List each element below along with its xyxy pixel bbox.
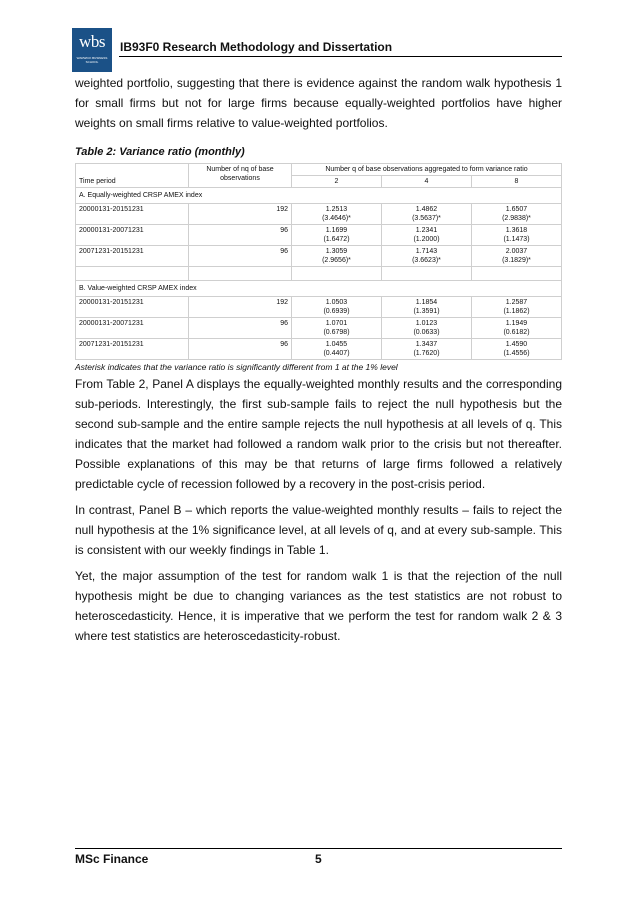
stat: (1.7620) [413, 350, 440, 357]
stat: (3.1829)* [502, 257, 531, 264]
stat: (0.6798) [323, 329, 350, 336]
col-q-group: Number q of base observations aggregated to form variance ratio [292, 164, 562, 176]
stat: (0.6182) [503, 329, 530, 336]
table-row [76, 318, 562, 339]
row-nq: 96 [189, 339, 292, 360]
body-paragraph-1: From Table 2, Panel A displays the equally-weighted monthly results and the corresponding sub-periods. Interestingly, the first sub-sample fails to reject the null hypothesis but the second sub-sample and the entire sample rejects the null hypothesis at all levels of q. This indicates that the market had followed a random walk prior to the crisis but not thereafter. Possible explanations of this may be that returns of large firms followed a relatively predictable cycle of recession followed by a recovery in the post-crisis period. [75, 377, 562, 491]
stat: (3.5637)* [412, 215, 441, 222]
ratio: 1.0701 [325, 320, 348, 327]
ratio: 1.3437 [415, 341, 438, 348]
stat: (1.6472) [323, 236, 350, 243]
body-paragraph-3: Yet, the major assumption of the test for random walk 1 is that the rejection of the null hypothesis might be due to changing variances as the test statistics are not robust to heteroscedasticity. Hence, it is imperative that we perform the test for random walk 2 & 3 where test statistics are heteroscedasticity-robust. [75, 569, 562, 643]
ratio: 1.4862 [415, 206, 438, 213]
cell-q4 [382, 339, 472, 360]
cell-q4 [382, 246, 472, 267]
ratio: 1.1699 [325, 227, 348, 234]
ratio: 1.3059 [325, 248, 348, 255]
spacer-row [76, 267, 562, 281]
stat: (1.1473) [503, 236, 530, 243]
stat: (1.1862) [503, 308, 530, 315]
header-title: IB93F0 Research Methodology and Dissertation [120, 40, 393, 54]
ratio: 1.1854 [415, 299, 438, 306]
table-row [76, 297, 562, 318]
row-nq: 192 [189, 204, 292, 225]
cell-q8 [472, 225, 562, 246]
ratio: 2.0037 [505, 248, 528, 255]
ratio: 1.0503 [325, 299, 348, 306]
col-time-period: Time period [76, 164, 189, 188]
page-content [75, 73, 562, 646]
ratio: 1.0455 [325, 341, 348, 348]
stat: (0.6939) [323, 308, 350, 315]
cell-q8 [472, 246, 562, 267]
row-period: 20000131-20071231 [76, 318, 189, 339]
stat: (1.2000) [413, 236, 440, 243]
stat: (0.4407) [323, 350, 350, 357]
ratio: 1.2587 [505, 299, 528, 306]
ratio: 1.0123 [415, 320, 438, 327]
logo-text: wbs [79, 32, 105, 51]
q-value-8: 8 [472, 176, 562, 188]
ratio: 1.2341 [415, 227, 438, 234]
footer-program: MSc Finance [75, 852, 149, 866]
panel-a-title-row [76, 188, 562, 204]
ratio: 1.2513 [325, 206, 348, 213]
cell-q2 [292, 225, 382, 246]
stat: (2.9838)* [502, 215, 531, 222]
ratio: 1.6507 [505, 206, 528, 213]
cell-q2 [292, 339, 382, 360]
stat: (1.3591) [413, 308, 440, 315]
stat: (0.0633) [413, 329, 440, 336]
stat: (2.9656)* [322, 257, 351, 264]
q-value-4: 4 [382, 176, 472, 188]
body-paragraph-2: In contrast, Panel B – which reports the value-weighted monthly results – fails to reject the null hypothesis at the 1% significance level, at all levels of q, and at every sub-sample. This is consistent with our weekly findings in Table 1. [75, 503, 562, 557]
cell-q2 [292, 318, 382, 339]
q-value-2: 2 [292, 176, 382, 188]
col-nq: Number of nq of base observations [189, 164, 292, 188]
variance-ratio-table [75, 163, 562, 360]
cell-q4 [382, 204, 472, 225]
row-nq: 96 [189, 318, 292, 339]
stat: (3.6623)* [412, 257, 441, 264]
panel-b-title-row [76, 281, 562, 297]
cell-q2 [292, 297, 382, 318]
intro-paragraph: weighted portfolio, suggesting that there is evidence against the random walk hypothesis 1 for small firms but not for large firms because equally-weighted portfolios have higher weights on small firms relative to value-weighted portfolios. [75, 76, 562, 130]
row-nq: 192 [189, 297, 292, 318]
cell-q4 [382, 297, 472, 318]
table-caption: Table 2: Variance ratio (monthly) [75, 146, 245, 158]
row-period: 20000131-20071231 [76, 225, 189, 246]
cell-q8 [472, 204, 562, 225]
stat: (3.4646)* [322, 215, 351, 222]
table-row [76, 225, 562, 246]
ratio: 1.7143 [415, 248, 438, 255]
logo-subtext: WARWICK BUSINESS SCHOOL [76, 56, 108, 64]
cell-q2 [292, 204, 382, 225]
table-header-row-1 [76, 164, 562, 176]
footer-rule [75, 848, 562, 849]
row-period: 20071231-20151231 [76, 339, 189, 360]
cell-q2 [292, 246, 382, 267]
ratio: 1.4590 [505, 341, 528, 348]
ratio: 1.1949 [505, 320, 528, 327]
wbs-logo [72, 28, 112, 72]
cell-q8 [472, 339, 562, 360]
cell-q4 [382, 318, 472, 339]
row-nq: 96 [189, 246, 292, 267]
cell-q8 [472, 297, 562, 318]
stat: (1.4556) [503, 350, 530, 357]
table-note: Asterisk indicates that the variance ratio is significantly different from 1 at the 1% level [75, 362, 398, 372]
cell-q8 [472, 318, 562, 339]
row-period: 20000131-20151231 [76, 297, 189, 318]
panel-b-title: B. Value-weighted CRSP AMEX index [76, 281, 562, 297]
table-row [76, 246, 562, 267]
panel-a-title: A. Equally-weighted CRSP AMEX index [76, 188, 562, 204]
header-rule [119, 56, 562, 57]
row-nq: 96 [189, 225, 292, 246]
ratio: 1.3618 [505, 227, 528, 234]
page-number: 5 [315, 852, 322, 866]
table-row [76, 204, 562, 225]
cell-q4 [382, 225, 472, 246]
row-period: 20071231-20151231 [76, 246, 189, 267]
row-period: 20000131-20151231 [76, 204, 189, 225]
table-row [76, 339, 562, 360]
